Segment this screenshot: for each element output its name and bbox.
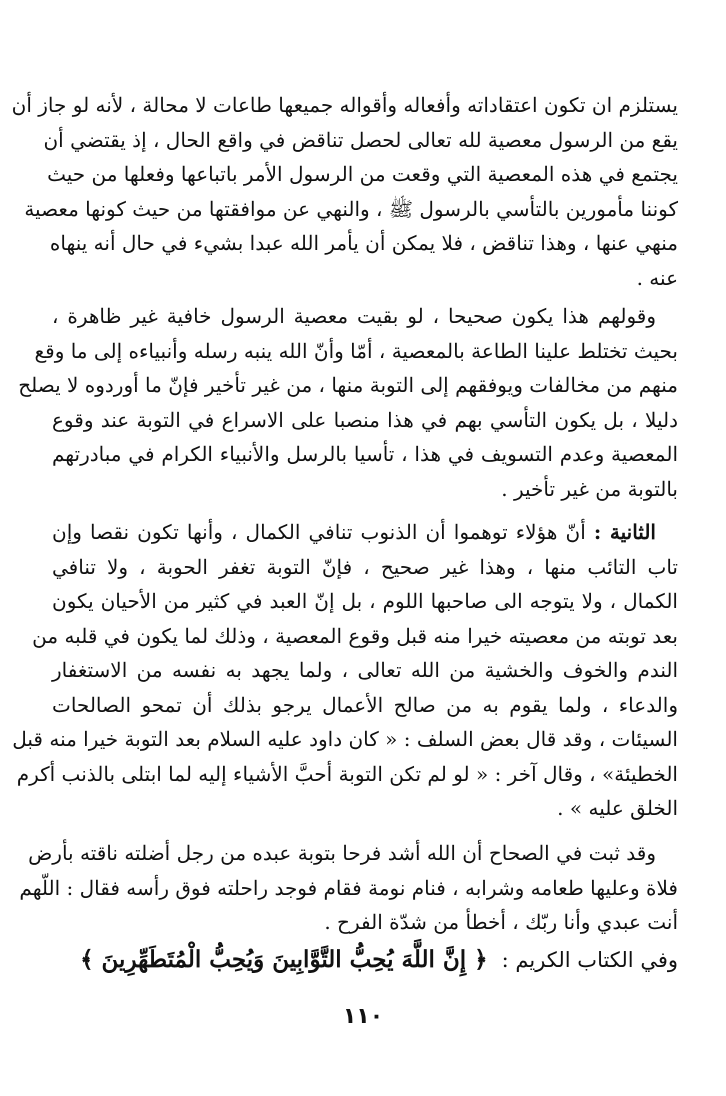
text-line: منهم من مخالفات ويوفقهم إلى التوبة منها ، من غير تأخير فإنّ ما أوردوه لا يصلح <box>18 373 678 397</box>
paragraph-1 <box>11 88 678 295</box>
text-line: والدعاء ، ولما يقوم به من صالح الأعمال يرجو بذلك أن تمحو الصالحات <box>52 692 678 717</box>
text-line: فلاة وعليها طعامه وشرابه ، فنام نومة فقام فوجد راحلته فوق رأسه فقال : اللّهم <box>19 875 678 900</box>
text-line: تاب التائب منها ، وهذا غير صحيح ، فإنّ التوبة تغفر الحوبة ، ولا تنافي <box>52 554 678 579</box>
text-line: يجتمع في هذه المعصية التي وقعت من الرسول الأمر باتباعها وفعلها من حيث <box>47 162 678 186</box>
quran-intro: وفي الكتاب الكريم : <box>501 948 678 972</box>
text-line: عنه . <box>636 265 678 290</box>
text-line: كوننا مأمورين بالتأسي بالرسول ﷺ ، والنهي عن موافقتها من حيث كونها معصية <box>24 196 678 221</box>
text-line-content: أنّ هؤلاء توهموا أن الذنوب تنافي الكمال ، وأنها تكون نقصا وإن <box>52 520 586 544</box>
text-line: يقع من الرسول معصية لله تعالى لحصل تناقض في واقع الحال ، إذ يقتضي أن <box>43 127 678 152</box>
page-number: ١١٠ <box>342 1004 384 1029</box>
paragraph-3 <box>12 515 678 826</box>
text-line: الخلق عليه » . <box>557 796 678 820</box>
text-line: وقولهم هذا يكون صحيحا ، لو بقيت معصية الرسول خافية غير ظاهرة ، <box>52 304 656 328</box>
text-line: بحيث تختلط علينا الطاعة بالمعصية ، أمّا وأنّ الله ينبه رسله وأنبياءه إلى ما وقع <box>34 338 678 363</box>
text-line: بالتوبة من غير تأخير . <box>501 476 678 501</box>
text-line: بعد توبته من معصيته خيرا منه قبل وقوع المعصية ، وذلك لما يكون في قلبه من <box>32 623 678 648</box>
paragraph-2 <box>18 299 678 506</box>
text-line: دليلا ، بل يكون التأسي بهم في هذا منصبا على الاسراع في التوبة عند وقوع <box>52 407 678 432</box>
text-line: المعصية وعدم التسويف في هذا ، تأسيا بالرسل والأنبياء الكرام في مبادرتهم <box>52 442 678 466</box>
text-line: الخطيئة» ، وقال آخر : « لو لم تكن التوبة أحبَّ الأشياء إليه لما ابتلى بالذنب أكرم <box>16 761 678 786</box>
text-line: أنت عبدي وأنا ربّك ، أخطأ من شدّة الفرح . <box>324 910 678 934</box>
text-line <box>52 515 678 550</box>
text-line: وقد ثبت في الصحاح أن الله أشد فرحا بتوبة عبده من رجل أضلته ناقته بأرض <box>28 841 656 865</box>
text-line: منهي عنها ، وهذا تناقض ، فلا يمكن أن يأمر الله عبدا بشيء في حال أنه ينهاه <box>49 231 678 255</box>
text-line: يستلزم ان تكون اعتقاداته وأفعاله وأقواله جميعها طاعات لا محالة ، لأنه لو جاز أن <box>11 93 678 117</box>
paragraph-4 <box>19 836 678 940</box>
text-line: السيئات ، وقد قال بعض السلف : « كان داود عليه السلام بعد التوبة خيرا منه قبل <box>12 727 678 751</box>
section-lead: الثانية : <box>593 520 656 544</box>
quran-quote <box>52 940 678 980</box>
text-line: الكمال ، ولا يتوجه الى صاحبها اللوم ، بل إنّ العبد في كثير من الأحيان يكون <box>52 589 678 613</box>
text-line: الندم والخوف والخشية من الله تعالى ، ولما يجهد به نفسه من الاستغفار <box>52 658 678 682</box>
quran-verse: ﴿ إِنَّ اللَّهَ يُحِبُّ التَّوَّابِينَ وَيُحِبُّ الْمُتَطَهِّرِينَ ﴾ <box>80 946 488 973</box>
